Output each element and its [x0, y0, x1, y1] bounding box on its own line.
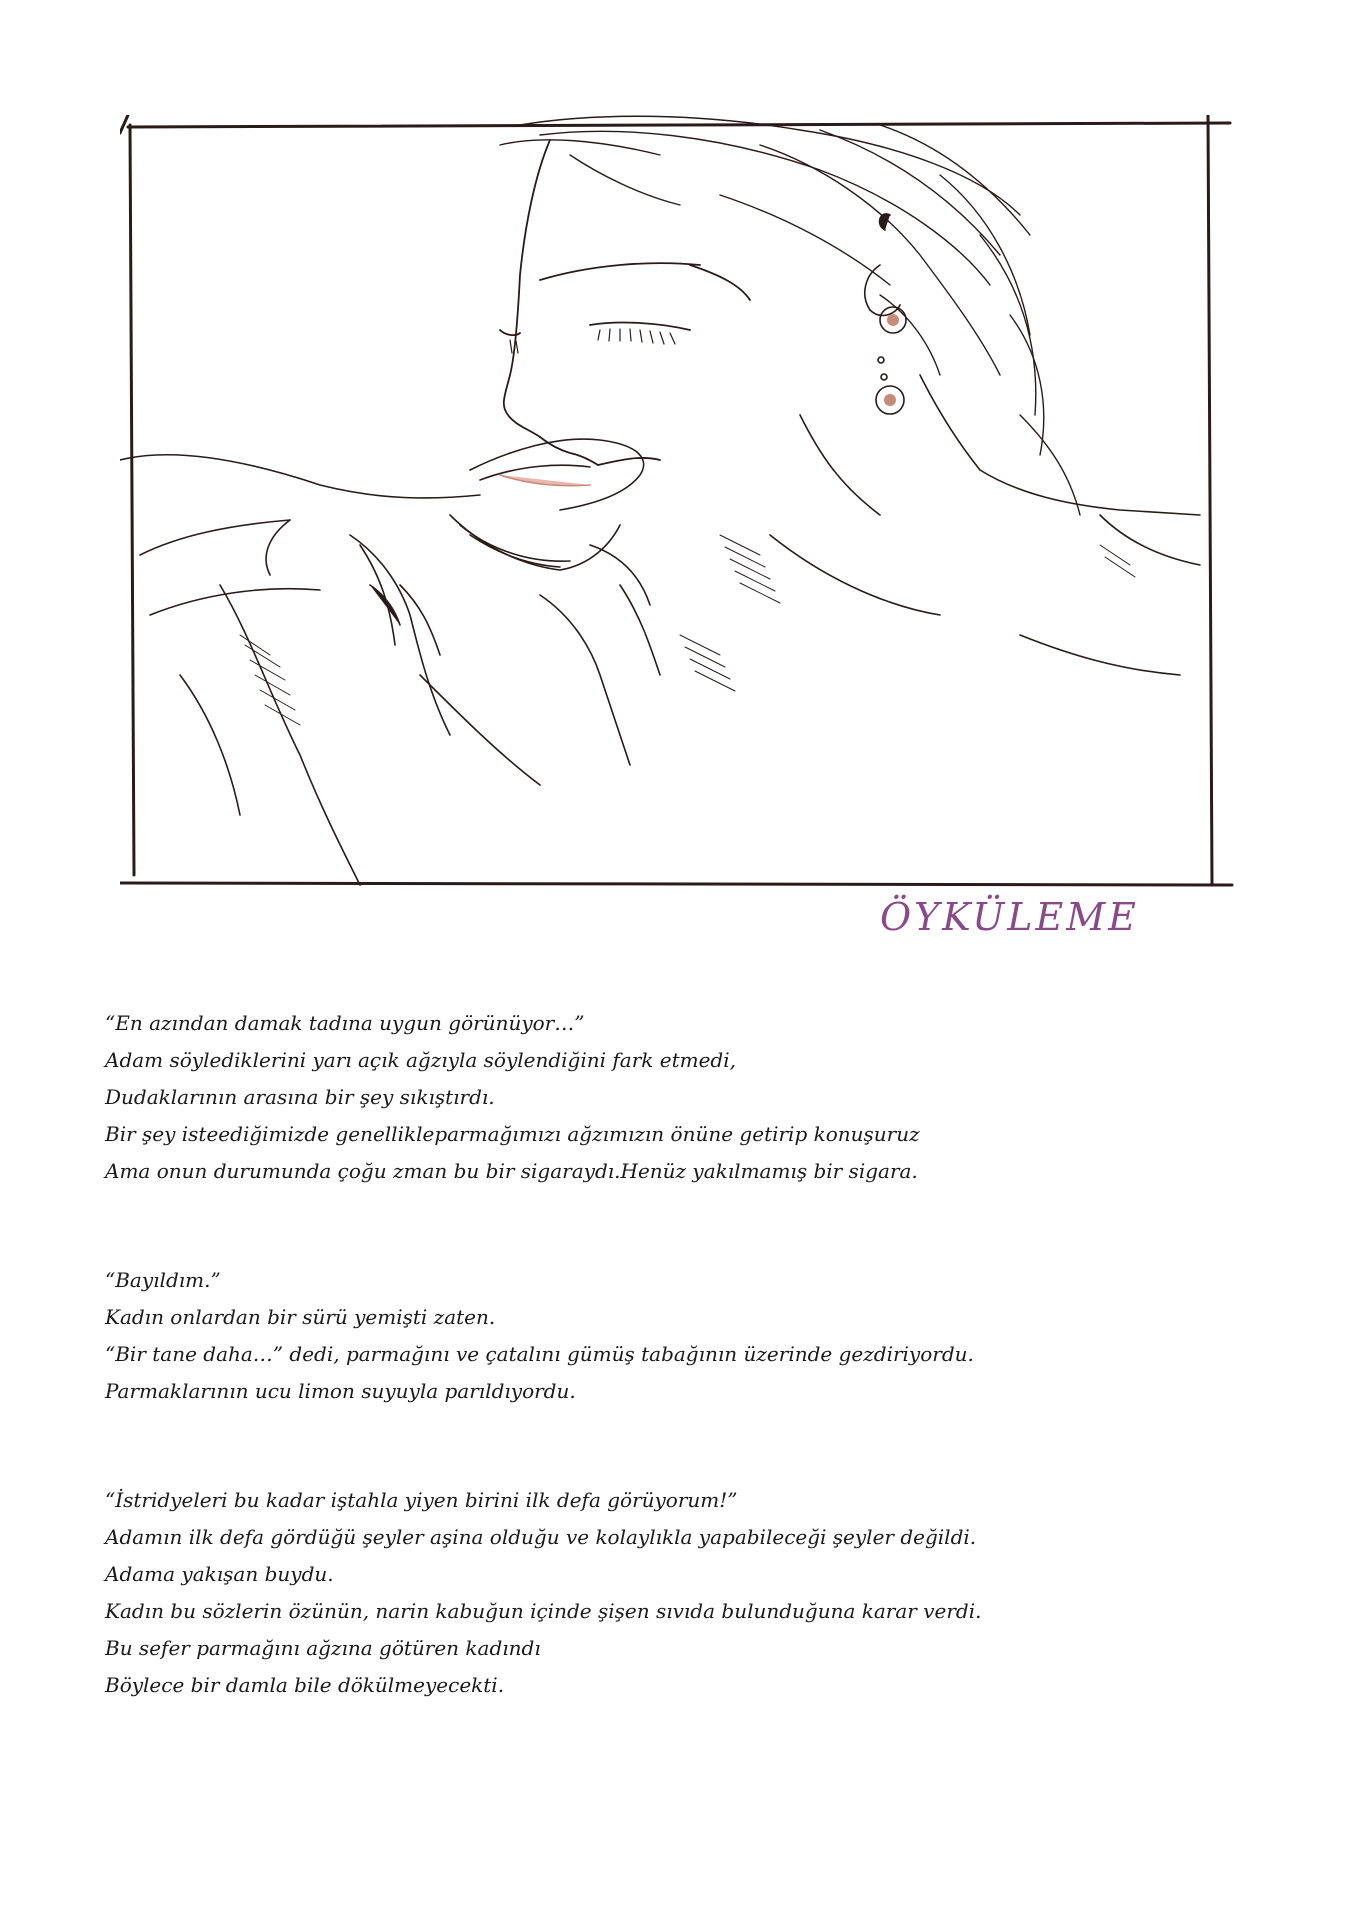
story-line: Kadın onlardan bir sürü yemişti zaten. — [105, 1305, 496, 1329]
story-line: “Bir tane daha…” dedi, parmağını ve çatalını gümüş tabağının üzerinde gezdiriyordu. — [105, 1342, 974, 1366]
hair-lines — [500, 116, 1080, 515]
story-line: Adam söylediklerini yarı açık ağzıyla söylendiğini fark etmedi, — [105, 1048, 736, 1072]
neck-shoulder — [770, 375, 1200, 675]
page-title: ÖYKÜLEME — [880, 895, 1139, 939]
face-profile — [500, 140, 750, 465]
hands — [140, 520, 660, 885]
illustration-woman-eating-oyster — [120, 115, 1240, 890]
illustration-frame — [120, 115, 1232, 885]
story-line: Dudaklarının arasına bir şey sıkıştırdı. — [105, 1085, 495, 1109]
story-line: Parmaklarının ucu limon suyuyla parıldıyordu. — [105, 1379, 576, 1403]
shading — [240, 535, 1135, 725]
story-line: Bu sefer parmağını ağzına götüren kadındı — [105, 1636, 541, 1660]
story-line: Kadın bu sözlerin özünün, narin kabuğun içinde şişen sıvıda bulunduğuna karar verdi. — [105, 1599, 982, 1623]
story-line: “Bayıldım.” — [105, 1268, 221, 1292]
story-paragraph-3 — [105, 1482, 1255, 1704]
oyster-shell — [120, 439, 644, 570]
story-line: “En azından damak tadına uygun görünüyor…” — [105, 1011, 585, 1035]
story-line: “İstridyeleri bu kadar iştahla yiyen birini ilk defa görüyorum!” — [105, 1488, 738, 1512]
story-line: Adamın ilk defa gördüğü şeyler aşina olduğu ve kolaylıkla yapabileceği şeyler değildi. — [105, 1525, 977, 1549]
story-paragraph-1 — [105, 1005, 1255, 1190]
story-line: Bir şey isteediğimizde genelliklеparmağımızı ağzımızın önüne getirip konuşuruz — [105, 1122, 920, 1146]
story-line: Adama yakışan buydu. — [105, 1562, 334, 1586]
story-line: Böylece bir damla bile dökülmeyecekti. — [105, 1673, 505, 1697]
eyelashes — [510, 329, 675, 353]
story-line: Ama onun durumunda çoğu zman bu bir sigaraydı.Henüz yakılmamış bir sigara. — [105, 1159, 918, 1183]
story-paragraph-2 — [105, 1262, 1255, 1410]
earring — [865, 214, 906, 414]
story-text — [105, 1005, 1255, 1704]
